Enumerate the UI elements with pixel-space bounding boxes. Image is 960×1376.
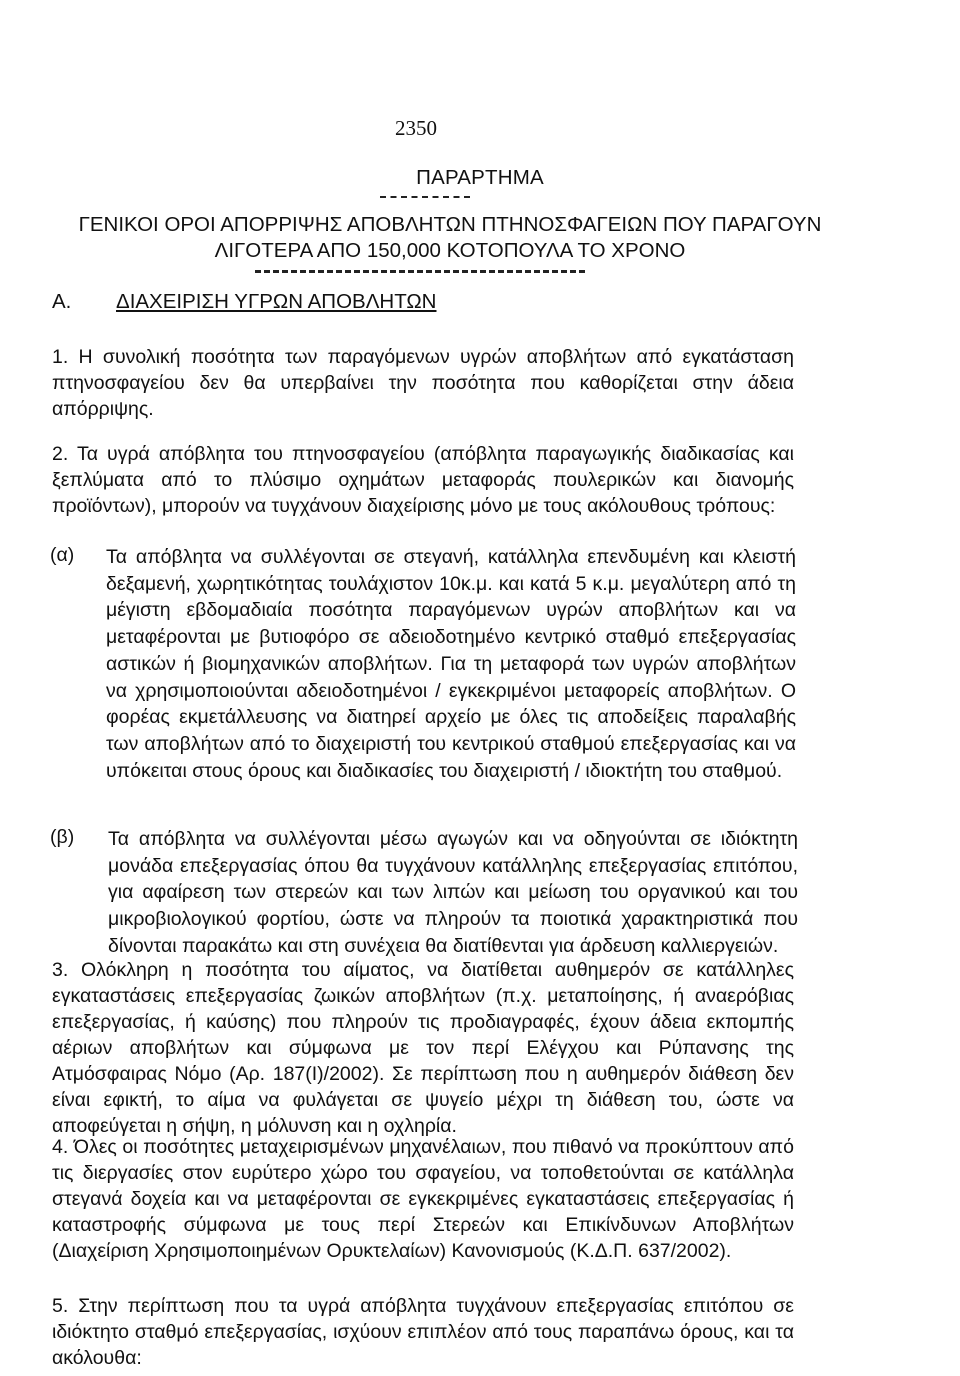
item-b-text: Τα απόβλητα να συλλέγονται μέσω αγωγών και να οδηγούνται σε ιδιόκτητη μονάδα επεξεργασίας όπου θα τυγχάνουν κατάλληλης επεξεργασίας επιτόπου, για αφαίρεση των στερεών και των λιπών και μείωση του οργανικού και του μικροβιολογικού φορτίου, ώστε να πληρούν τα ποιοτικά χαρακτηριστικά που δίνονται παρακάτω και στη συνέχεια θα διατίθενται για άρδευση καλλιεργειών. (108, 828, 798, 957)
item-a-marker: (α) (50, 544, 75, 566)
document-subheading: ΓΕΝΙΚΟΙ ΟΡΟΙ ΑΠΟΡΡΙΨΗΣ ΑΠΟΒΛΗΤΩΝ ΠΤΗΝΟΣΦΑΓΕΙΩΝ ΠΟΥ ΠΑΡΑΓΟΥΝ ΛΙΓΟΤΕΡΑ ΑΠΟ 150,000 ΚΟΤΟΠΟΥΛΑ ΤΟ ΧΡΟΝΟ (78, 213, 822, 262)
subheading-underline-divider (255, 270, 585, 273)
paragraph-1: 1. Η συνολική ποσότητα των παραγόμενων υγρών αποβλήτων από εγκατάσταση πτηνοσφαγείου δεν θα υπερβαίνει την ποσότητα που καθορίζεται στην άδεια απόρριψης. (52, 346, 794, 420)
item-a-text: Τα απόβλητα να συλλέγονται σε στεγανή, κατάλληλα επενδυμένη και κλειστή δεξαμενή, χωρητικότητας τουλάχιστον 10κ.μ. και κατά 5 κ.μ. μεγαλύτερη από τη μέγιστη εβδομαδιαία ποσότητα παραγόμενων υγρών αποβλήτων και να μεταφέρονται με βυτιοφόρο σε αδειοδοτημένο κεντρικό σταθμό επεξεργασίας αστικών ή βιομηχανικών αποβλήτων. Για τη μεταφορά των υγρών αποβλήτων να χρησιμοποιούνται αδειοδοτημένοι / εγκεκριμένοι μεταφορείς αποβλήτων. Ο φορέας εκμετάλλευσης να διατηρεί αρχείο με όλες τις αποδείξεις παραλαβής των αποβλήτων από το διαχειριστή του κεντρικού σταθμού επεξεργασίας και να υπόκειται στους όρους και διαδικασίες του διαχειριστή / ιδιοκτήτη του σταθμού. (106, 546, 796, 782)
paragraph-3: 3. Ολόκληρη η ποσότητα του αίματος, να διατίθεται αυθημερόν σε κατάλληλες εγκαταστάσεις επεξεργασίας ζωικών αποβλήτων (π.χ. μεταποίησης, ή αναερόβιας επεξεργασίας, ή καύσης) που πληρούν τις προδιαγραφές, έχουν άδεια εκπομπής αέριων αποβλήτων και σύμφωνα με τον περί Ελέγχου και Ρύπανσης της Ατμόσφαιρας Νόμο (Αρ. 187(Ι)/2002). Σε περίπτωση που η αυθημερόν διάθεση δεν είναι εφικτή, το αίμα να φυλάγεται σε ψυγείο μέχρι τη διάθεση του, ώστε να αποφεύγεται η σήψη, η μόλυνση και η οχληρία. (52, 959, 794, 1137)
item-b-marker: (β) (50, 826, 75, 848)
heading-underline-divider (380, 196, 470, 198)
section-a-number: Α. (52, 290, 72, 313)
paragraph-4: 4. Όλες οι ποσότητες μεταχειρισμένων μηχανέλαιων, που πιθανό να προκύπτουν από τις διεργασίες στον ευρύτερο χώρο του σφαγείου, να τοποθετούνται σε κατάλληλα στεγανά δοχεία και να μεταφέρονται σε εγκεκριμένες εγκαταστάσεις επεξεργασίας ή καταστροφής σύμφωνα με τους περί Στερεών και Επικίνδυνων Αποβλήτων (Διαχείριση Χρησιμοποιημένων Ορυκτελαίων) Κανονισμούς (Κ.Δ.Π. 637/2002). (52, 1136, 794, 1262)
section-a-heading (52, 290, 436, 314)
section-a-label: ΔΙΑΧΕΙΡΙΣΗ ΥΓΡΩΝ ΑΠΟΒΛΗΤΩΝ (116, 290, 437, 313)
paragraph-2: 2. Τα υγρά απόβλητα του πτηνοσφαγείου (απόβλητα παραγωγικής διαδικασίας και ξεπλύματα από το πλύσιμο οχημάτων μεταφοράς πουλερικών και διανομής προϊόντων), μπορούν να τυγχάνουν διαχείρισης μόνο με τους ακόλουθους τρόπους: (52, 443, 794, 517)
annex-heading: ΠΑΡΑΡΤΗΜΑ (416, 166, 544, 189)
paragraph-5: 5. Στην περίπτωση που τα υγρά απόβλητα τυγχάνουν επεξεργασίας επιτόπου σε ιδιόκτητο σταθμό επεξεργασίας, ισχύουν επιπλέον από τους παραπάνω όρους, και τα ακόλουθα: (52, 1295, 794, 1369)
page-number: 2350 (395, 116, 437, 140)
